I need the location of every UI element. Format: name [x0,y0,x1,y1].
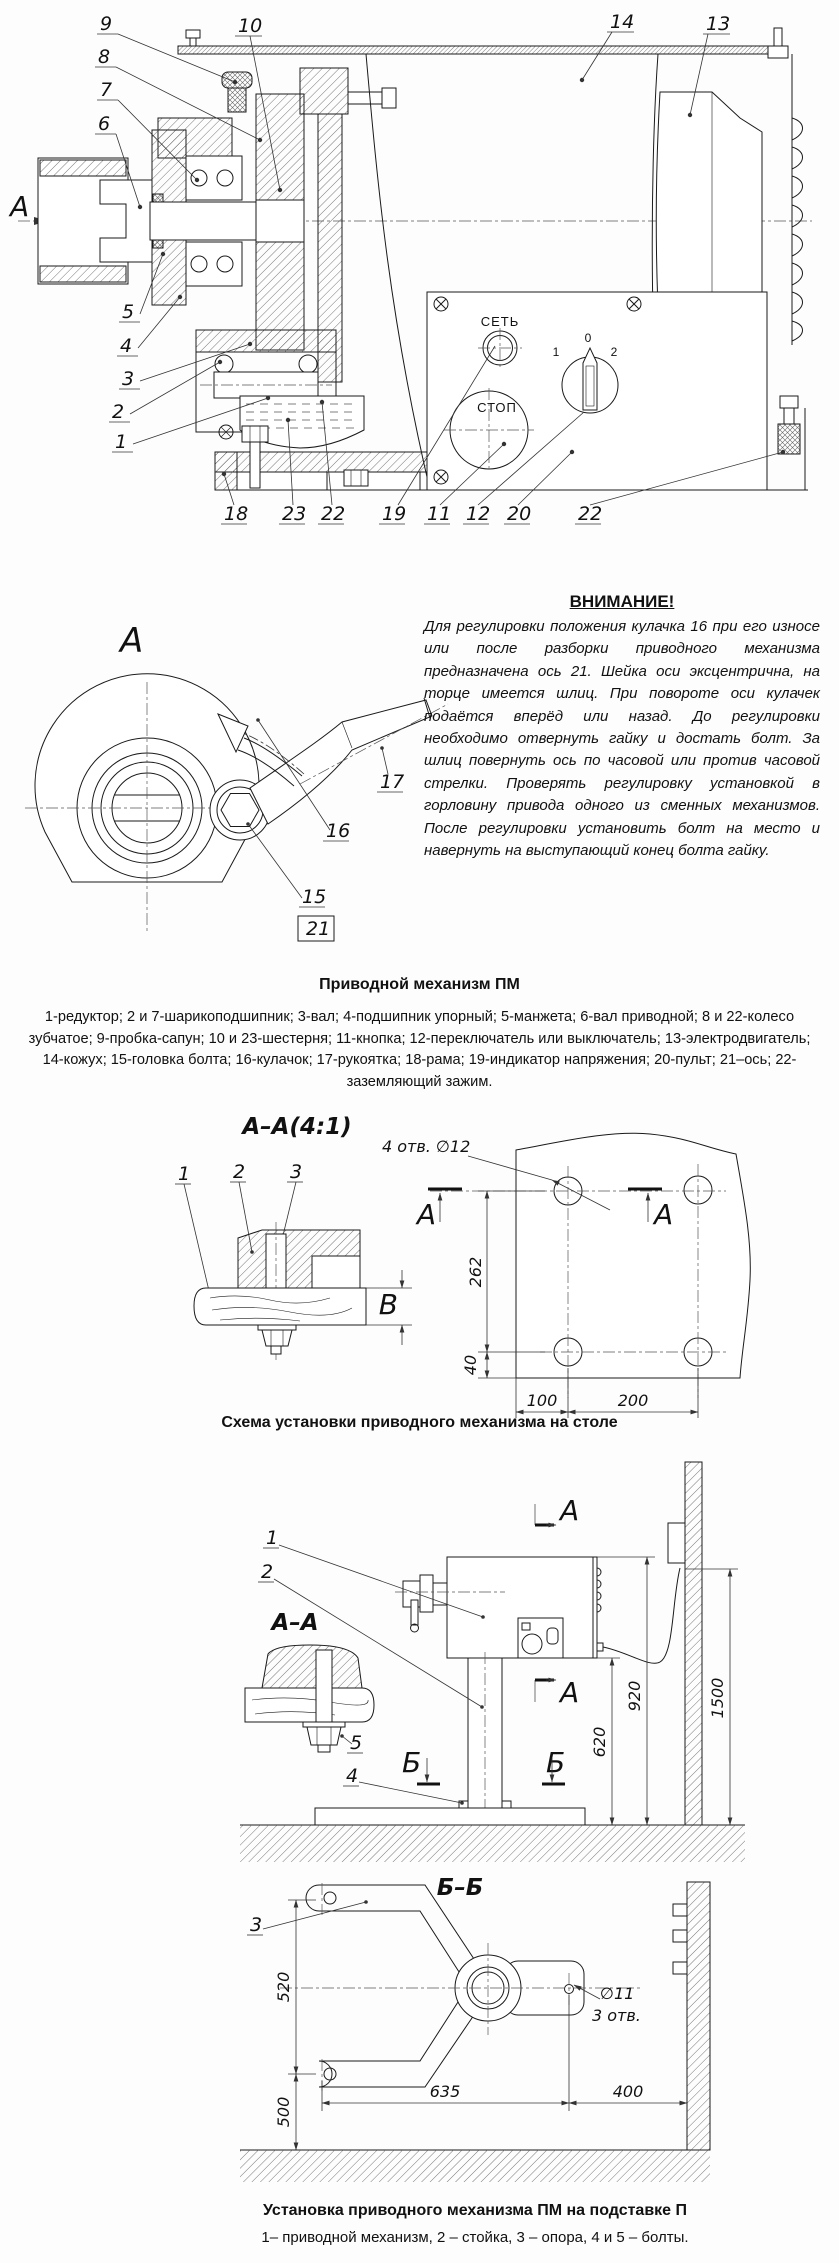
svg-text:1: 1 [115,431,128,453]
ground [240,1825,745,1862]
machine-box [395,1557,601,1658]
svg-text:200: 200 [617,1391,649,1410]
svg-text:3 отв.: 3 отв. [592,2006,641,2025]
svg-text:1: 1 [266,1527,279,1549]
footer-parts-list: 1– приводной механизм, 2 – стойка, 3 – опора, 4 и 5 – болты. [261,2229,689,2246]
svg-text:А: А [416,1198,436,1231]
main-assembly-drawing [0,0,839,540]
svg-text:262: 262 [466,1256,485,1288]
svg-text:40: 40 [461,1354,480,1376]
svg-text:А–А: А–А [271,1610,319,1636]
pm-parts-list: 1-редуктор; 2 и 7-шарикоподшипник; 3-вал; 4-подшипник упорный; 5-манжета; 6-вал приводной; 8 и 22-колесо зубчатое; 9-пробка-сапун; 10 и 23-шестерня; 11-кнопка; 12-переключатель или выключатель; 13-электродвигатель; 14-кожух; 15-головка болта; 16-кулачок; 17-рукоятка; 18-рама; 19-индикатор напряжения; 20-пульт; 21–ось; 22-заземляющий зажим. [28,1009,811,1090]
footer-title: Установка приводного механизма ПМ на подставке П [262,2202,688,2219]
svg-text:520: 520 [274,1971,293,2003]
svg-text:17: 17 [380,771,405,793]
svg-text:2: 2 [233,1161,246,1183]
attention-body: Для регулировки положения кулачка 16 при его износе или после разборки приводного механизма предназначена ось 21. Шейка оси эксцентрична, на торце имеется шлиц. При повороте оси кулачек подаётся вперёд или назад. До регулировки необходимо отвернуть гайку и достать болт. За шлиц повернуть ось по часовой или против часовой стрелки. Проверять регулировку установкой в горловину привода одного из сменных механизмов. После регулировки установить болт на место и навернуть на выступающий конец болта гайку. [424,618,820,860]
svg-text:8: 8 [98,46,111,68]
svg-text:4: 4 [346,1765,359,1787]
svg-text:400: 400 [612,2082,644,2101]
svg-text:5: 5 [122,301,135,323]
stand-dimensions [590,1557,738,1825]
svg-text:А: А [654,1198,674,1231]
svg-text:23: 23 [282,503,307,525]
svg-text:19: 19 [382,503,407,525]
svg-text:1500: 1500 [708,1677,727,1719]
bb-callout [247,1900,368,1936]
svg-text:10: 10 [238,15,263,37]
svg-text:4 отв. ∅12: 4 отв. ∅12 [382,1137,471,1156]
svg-text:Б: Б [546,1746,566,1779]
attention-title: ВНИМАНИЕ! [569,592,675,611]
svg-text:16: 16 [326,820,351,842]
pm-title: Приводной механизм ПМ [319,976,520,993]
switch-pos-0: 0 [584,331,592,345]
svg-text:9: 9 [100,13,113,35]
gearbox-housing [150,68,396,432]
svg-text:4: 4 [120,335,133,357]
svg-text:500: 500 [274,2096,293,2128]
support-fork [306,1885,584,2087]
svg-text:620: 620 [590,1726,609,1758]
power-cable [597,1568,680,1663]
control-panel [427,292,767,490]
svg-text:3: 3 [250,1914,263,1936]
svg-text:20: 20 [507,503,532,525]
handle [250,698,448,824]
switch-pos-2: 2 [610,345,618,359]
svg-text:635: 635 [429,2082,461,2101]
svg-text:3: 3 [290,1161,303,1183]
svg-text:22: 22 [321,503,346,525]
svg-text:3: 3 [122,368,135,390]
wall [668,1462,702,1825]
section-arrow-label: А [10,190,30,223]
cam-detail-view [0,552,460,962]
stop-button-label: СТОП [477,400,517,415]
section-title: А–А(4:1) [242,1114,352,1140]
motor-fins [792,118,803,341]
svg-text:2: 2 [261,1561,274,1583]
bb-ground [240,2150,710,2182]
svg-text:Б: Б [402,1746,422,1779]
bb-title: Б–Б [436,1875,484,1901]
svg-text:А: А [560,1676,580,1709]
output-sleeve [38,158,152,284]
attention-block [424,592,820,862]
table-slab-section [194,1288,366,1325]
svg-text:13: 13 [706,13,731,35]
switch-pos-1: 1 [552,345,560,359]
table-scheme-caption: Схема установки приводного механизма на столе [221,1414,618,1431]
bolt-nut [258,1325,296,1354]
pm-parts-block [0,976,839,1093]
svg-text:18: 18 [224,503,249,525]
svg-text:15: 15 [302,886,327,908]
svg-text:5: 5 [350,1732,363,1754]
svg-text:2: 2 [112,401,125,423]
svg-text:22: 22 [578,503,603,525]
svg-text:12: 12 [466,503,491,525]
detail-view-title: А [120,621,144,661]
power-lamp-label: СЕТЬ [480,314,520,329]
svg-text:11: 11 [427,503,452,525]
bb-support-drawing [0,1865,839,2195]
svg-text:920: 920 [625,1680,644,1712]
stand-installation-drawing [0,1440,839,1870]
svg-text:100: 100 [526,1391,558,1410]
svg-text:6: 6 [98,113,111,135]
bb-wall [673,1882,710,2150]
section-aa-drawing [0,1100,839,1430]
svg-text:1: 1 [178,1163,191,1185]
svg-text:В: В [378,1288,398,1321]
bb-dimensions [274,1900,687,2150]
svg-text:А: А [560,1494,580,1527]
svg-text:14: 14 [610,11,635,33]
aa-bench-section [245,1610,464,1805]
svg-text:∅11: ∅11 [600,1984,635,2003]
thickness-dim [366,1270,412,1345]
svg-text:21: 21 [306,918,331,940]
footer-captions [130,2202,820,2246]
svg-text:7: 7 [100,79,113,101]
